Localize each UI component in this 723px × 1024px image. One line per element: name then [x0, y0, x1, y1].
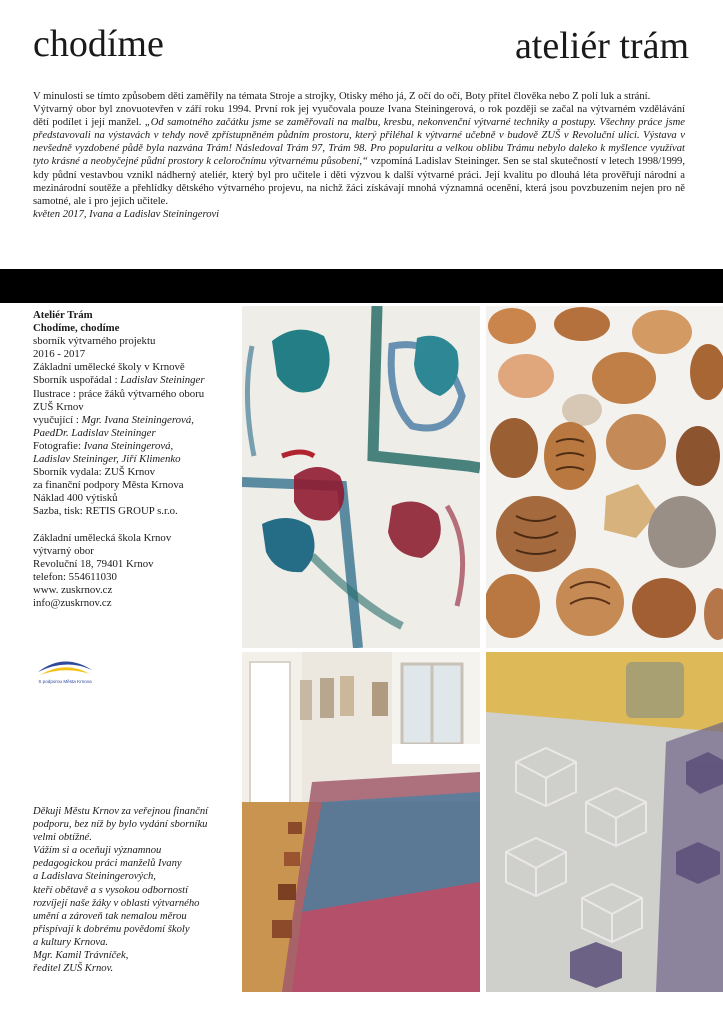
photo-names-1: Ivana Steiningerová,: [83, 439, 174, 452]
editor-name: Ladislav Steininger: [120, 374, 205, 387]
thanks-line: a Ladislava Steiningerových,: [33, 871, 156, 883]
thanks-line: přispívají k dobrému povědomí školy: [33, 923, 190, 935]
colophon-support: za finanční podpory Města Krnova: [33, 479, 184, 492]
colophon-typeset: Sazba, tisk: RETIS GROUP s.r.o.: [33, 505, 178, 518]
thanks-line: umění a zároveň tak nemalou měrou: [33, 910, 187, 922]
intro-signature: květen 2017, Ivana a Ladislav Steiningerovi: [33, 208, 220, 220]
intro-text: [33, 90, 685, 221]
colophon-print-run: Náklad 400 výtisků: [33, 492, 118, 505]
thanks-line: Děkuji Městu Krnov za veřejnou finanční: [33, 806, 209, 817]
thanks-line: podporu, bez níž by bylo vydání sborníku: [33, 819, 208, 831]
colophon: [33, 309, 233, 610]
intro-quote: „Od samotného začátku jsme se zaměřovali na malbu, kresbu, nekonvenční výtvarné techniky a postupy. Všechny práce jsme představovali na výstavách v tehdy nově zpřístupněném půdním prostoru, který přiléhal k výtvarné učebně v budově ZUŠ v Revoluční ulici. Výstava v nevšedně vyzdobené půdě byla nazvána Trám! Následoval Trám 97, Trám 98. Pro popularitu a velkou oblibu Trámu nebylo daleko k myšlence využívat tyto krásné a neobyčejné půdní prostory k celoročnímu výtvarnému působení,“: [33, 117, 685, 168]
colophon-editor: [33, 374, 233, 387]
photo-gallery-room: [242, 652, 480, 992]
thanks-line: kteří obětavě a s vysokou odborností: [33, 884, 189, 896]
thanks-line: rozvíjejí naše žáky v oblasti výtvarného: [33, 897, 200, 909]
photo-ceramics: [486, 306, 723, 648]
colophon-school: Základní umělecké školy v Krnově: [33, 361, 185, 374]
colophon-photos-2: [33, 453, 233, 466]
logo-caption: S podporou Města Krnova: [38, 679, 92, 684]
colophon-title-2: Chodíme, chodíme: [33, 322, 120, 335]
colophon-illustrations-cont: ZUŠ Krnov: [33, 400, 84, 413]
colophon-teachers: [33, 414, 233, 427]
intro-p2-end: vzpomíná Ladislav Steininger. Sen se stal skutečností v letech 1998/1999, kdy půdní vestavbou vznikl nádherný ateliér, který byl pro učitele i děti výzvou k další výtvarné práci. Její kvalitu po dlouhá léta prověřují národní a mezinárodní soutěže a přehlídky dětského výtvarného projevu, na nichž žáci získávají mnohá významná ocenění, která jsou povzbuzením nejen pro ně samotné, ale i pro jejich učitele.: [33, 156, 685, 207]
colophon-teachers-2: [33, 427, 233, 440]
colophon-subtitle: sborník výtvarného projektu: [33, 335, 156, 348]
colophon-publisher: Sborník vydala: ZUŠ Krnov: [33, 466, 156, 479]
teachers-name-2: PaedDr. Ladislav Steininger: [33, 426, 156, 439]
intro-paragraph-2: [33, 103, 685, 208]
header-right-title: ateliér trám: [514, 25, 689, 67]
photo-cube-prints: [486, 652, 723, 992]
thanks-signature: Mgr. Kamil Trávníček,: [33, 950, 129, 962]
address-street: Revoluční 18, 79401 Krnov: [33, 557, 154, 570]
thanks-line: a kultury Krnova.: [33, 936, 109, 948]
black-divider-band: [0, 269, 723, 303]
address-phone: telefon: 554611030: [33, 570, 117, 583]
address-email-link[interactable]: info@zuskrnov.cz: [33, 596, 112, 609]
photo-label: Fotografie:: [33, 439, 84, 452]
colophon-years: 2016 - 2017: [33, 348, 86, 361]
intro-p2-start: Výtvarný obor byl znovuotevřen v září roku 1994. První rok jej vyučovala pouze Ivana Steiningerová, o rok později se začal na výtvarném vzdělávání dětí podílet i její manžel.: [33, 104, 685, 129]
teachers-label: vyučující :: [33, 413, 82, 426]
colophon-illustrations: Ilustrace : práce žáků výtvarného oboru: [33, 387, 205, 400]
thanks-line: velmi obtížné.: [33, 832, 92, 844]
address-web-link[interactable]: www. zuskrnov.cz: [33, 583, 113, 596]
editor-label: Sborník uspořádal :: [33, 374, 121, 387]
address-department: výtvarný obor: [33, 544, 94, 557]
header-left-title: chodíme: [33, 23, 164, 65]
photo-painting: [242, 306, 480, 648]
thanks-note: [33, 805, 238, 975]
thanks-line: pedagogickou práci manželů Ivany: [33, 858, 182, 870]
thanks-line: Vážím si a oceňuji významnou: [33, 845, 162, 857]
address-school: Základní umělecká škola Krnov: [33, 531, 172, 544]
photo-names-2: Ladislav Steininger, Jiří Klimenko: [33, 453, 181, 466]
krnov-support-logo: [34, 650, 96, 686]
intro-paragraph-1: V minulosti se tímto způsobem děti zaměřily na témata Stroje a strojky, Otisky mého já, Z očí do očí, Boty přítel člověka nebo Z polí luk a strání.: [33, 91, 651, 102]
colophon-title-1: Ateliér Trám: [33, 309, 93, 321]
teachers-name-1: Mgr. Ivana Steiningerová,: [81, 413, 194, 426]
thanks-role: ředitel ZUŠ Krnov.: [33, 963, 114, 975]
colophon-photos: [33, 440, 233, 453]
